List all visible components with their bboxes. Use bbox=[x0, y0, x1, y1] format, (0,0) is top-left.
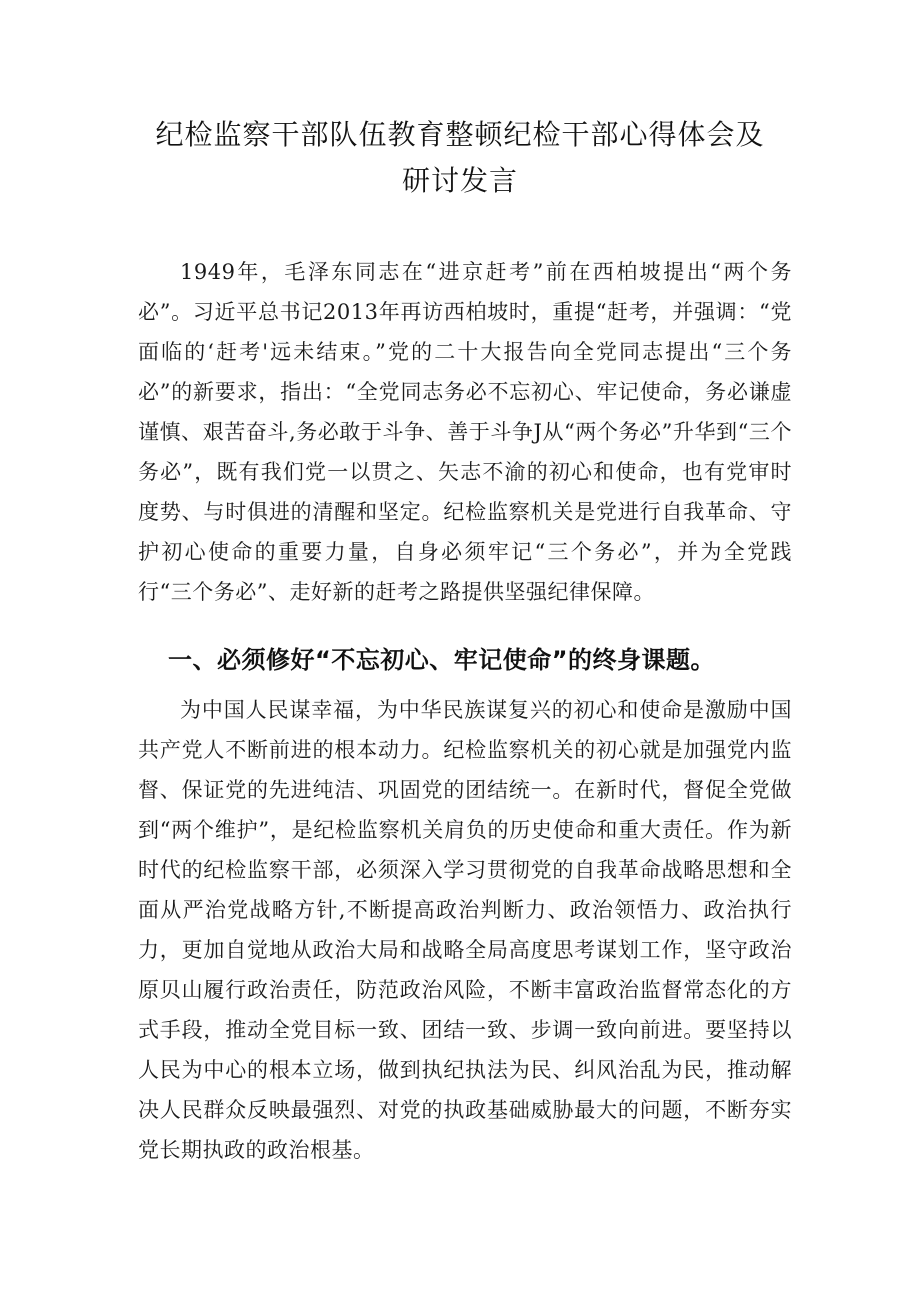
document-title: 纪检监察干部队伍教育整顿纪检干部心得体会及研讨发言 bbox=[155, 118, 765, 197]
section-1-heading: 一、必须修好“不忘初心、牢记使命”的终身课题。 bbox=[168, 646, 716, 674]
section-1-paragraph: 为中国人民谋幸福，为中华民族谋复兴的初心和使命是激励中国共产党人不断前进的根本动力。纪检监察机关的初心就是加强党内监督、保证党的先进纯洁、巩固党的团结统一。在新时代，督促全党做到“两个维护”，是纪检监察机关肩负的历史使命和重大责任。作为新时代的纪检监察干部，必须深入学习贯彻党的自我革命战略思想和全面从严治党战略方针,不断提高政治判断力、政治领悟力、政治执行力，更加自觉地从政治大局和战略全局高度思考谋划工作，坚守政治原贝山履行政治责任，防范政治风险，不断丰富政治监督常态化的方式手段，推动全党目标一致、团结一致、步调一致向前进。要坚持以人民为中心的根本立场，做到执纪执法为民、纠风治乱为民，推动解决人民群众反映最强烈、对党的执政基础威胁最大的问题，不断夯实党长期执政的政治根基。 bbox=[138, 698, 792, 1162]
intro-paragraph: 1949年，毛泽东同志在“进京赶考”前在西柏坡提出“两个务必”。习近平总书记2013年再访西柏坡时，重提“赶考，并强调：“党面临的‘赶考'远未结束。”党的二十大报告向全党同志提出“三个务必”的新要求，指出：“全党同志务必不忘初心、牢记使命，务必谦虚谨慎、艰苦奋斗,务必敢于斗争、善于斗争J从“两个务必”升华到“三个务必”，既有我们党一以贯之、矢志不渝的初心和使命，也有党审时度势、与时俱进的清醒和坚定。纪检监察机关是党进行自我革命、守护初心使命的重要力量，自身必须牢记“三个务必”，并为全党践行“三个务必”、走好新的赶考之路提供坚强纪律保障。 bbox=[138, 260, 792, 604]
